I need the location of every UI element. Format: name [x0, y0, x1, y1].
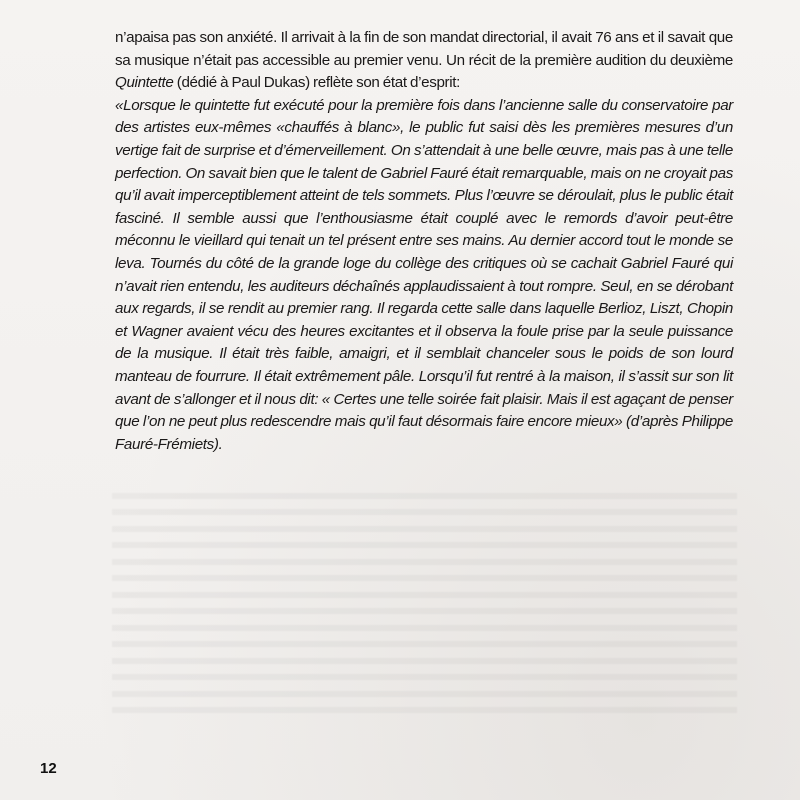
intro-paragraph [115, 27, 733, 95]
bleed-through-text [112, 482, 737, 713]
intro-text-part1: n’apaisa pas son anxiété. Il arrivait à la fin de son mandat directorial, il avait 76 ans et il savait que sa musique n’était pas accessible au premier venu. Un récit de la première audition du deuxième [115, 29, 733, 69]
intro-text-part2: (dédié à Paul Dukas) reflète son état d’esprit: [173, 74, 461, 92]
work-title: Quintette [115, 74, 174, 92]
page-number: 12 [40, 760, 57, 777]
body-text [115, 27, 733, 456]
quote-paragraph: «Lorsque le quintette fut exécuté pour la première fois dans l’ancienne salle du conservatoire par des artistes eux-mêmes «chauffés à blanc», le public fut saisi dès les premières mesures d’un vertige fait de surprise et d’émerveillement. On s’attendait à une belle œuvre, mais pas à une telle perfection. On savait bien que le talent de Gabriel Fauré était remarquable, mais on ne croyait pas qu’il avait imperceptiblement atteint de tels sommets. Plus l’œuvre se déroulait, plus le public était fasciné. Il semble aussi que l’enthousiasme était couplé avec le remords d’avoir peut-être méconnu le vieillard qui tenait un tel présent entre ses mains. Au dernier accord tout le monde se leva. Tournés du côté de la grande loge du collège des critiques où se cachait Gabriel Fauré qui n’avait rien entendu, les auditeurs déchaînés applaudissaient à tout rompre. Seul, en se dérobant aux regards, il se rendit au premier rang. Il regarda cette salle dans laquelle Berlioz, Liszt, Chopin et Wagner avaient vécu des heures excitantes et il observa la foule prise par la seule puissance de la musique. Il était très faible, amaigri, et il semblait chanceler sous le poids de son lourd manteau de fourrure. Il était extrêmement pâle. Lorsqu’il fut rentré à la maison, il s’assit sur son lit avant de s’allonger et il nous dit: « Certes une telle soirée fait plaisir. Mais il est agaçant de penser que l’on ne peut plus redescendre mais qu’il faut désormais faire encore mieux» (d’après Philippe Fauré-Frémiets). [115, 96, 733, 453]
